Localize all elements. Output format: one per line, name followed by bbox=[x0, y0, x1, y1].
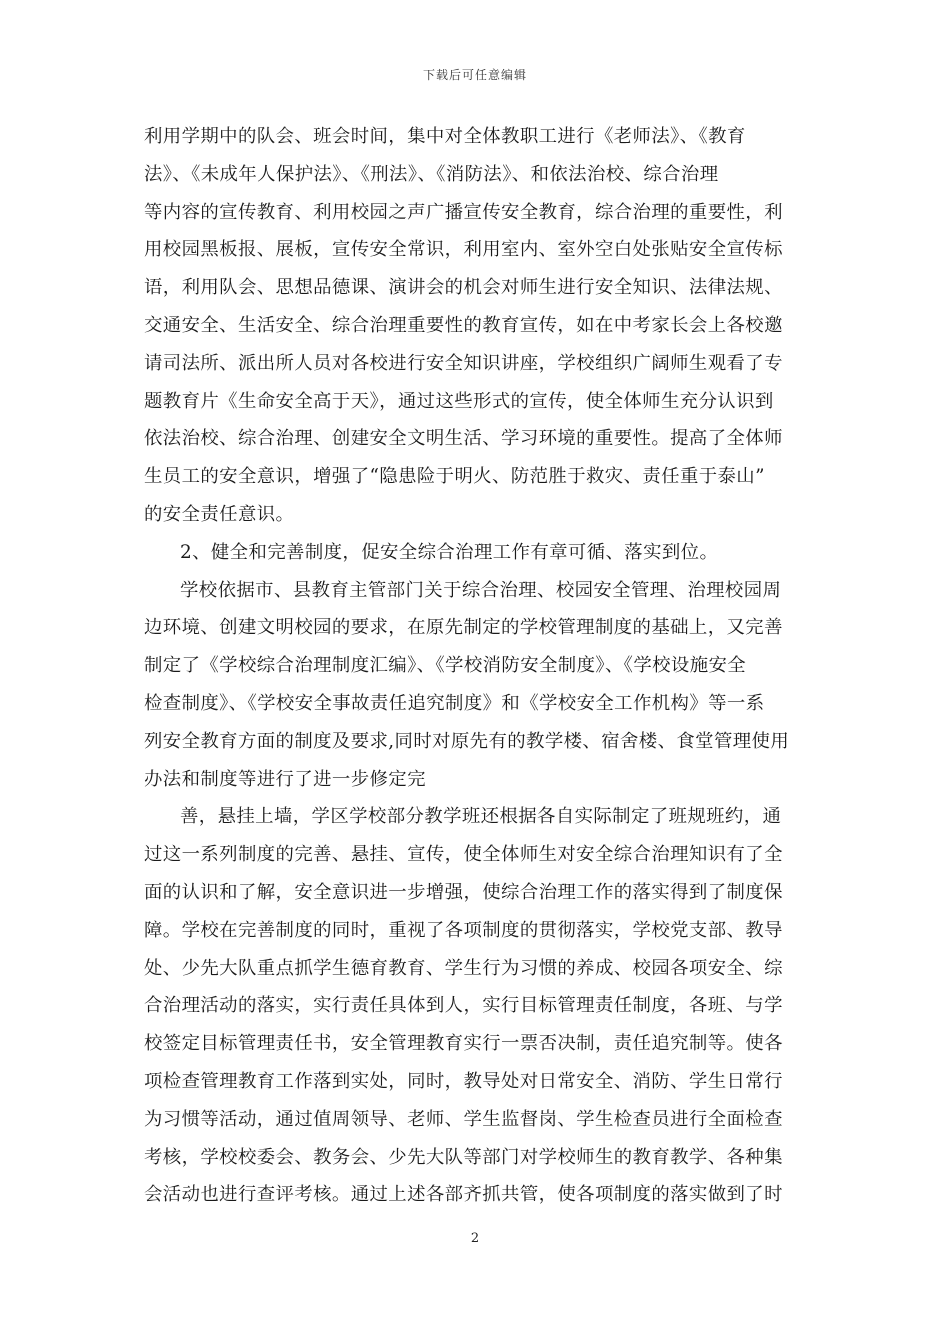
text-line: 过这一系列制度的完善、悬挂、宣传，使全体师生对安全综合治理知识有了全 bbox=[144, 844, 783, 866]
page-header: 下载后可任意编辑 bbox=[422, 68, 527, 82]
text-line: 依法治校、综合治理、创建安全文明生活、学习环境的重要性。提高了全体师 bbox=[144, 428, 783, 450]
text-line: 办法和制度等进行了进一步修定完 bbox=[144, 768, 426, 790]
text-line: 利用学期中的队会、班会时间，集中对全体教职工进行《老师法》、《教育 bbox=[144, 126, 746, 147]
text-line: 检查制度》、《学校安全事故责任追究制度》和《学校安全工作机构》等一系 bbox=[144, 692, 765, 714]
text-line: 用校园黑板报、展板，宣传安全常识，利用室内、室外空白处张贴安全宣传标 bbox=[144, 239, 783, 261]
text-line: 法》、《未成年人保护法》、《刑法》、《消防法》、和依法治校、综合治理 bbox=[144, 163, 719, 185]
text-line: 列安全教育方面的制度及要求,同时对原先有的教学楼、宿舍楼、食堂管理使用 bbox=[144, 730, 790, 752]
text-line: 学校依据市、县教育主管部门关于综合治理、校园安全管理、治理校园周 bbox=[180, 579, 782, 601]
text-line: 等内容的宣传教育、利用校园之声广播宣传安全教育，综合治理的重要性，利 bbox=[144, 201, 783, 223]
text-line: 考核，学校校委会、教务会、少先大队等部门对学校师生的教育教学、各种集 bbox=[144, 1146, 783, 1168]
text-line: 边环境、创建文明校园的要求，在原先制定的学校管理制度的基础上，又完善 bbox=[144, 617, 783, 639]
text-line: 语，利用队会、思想品德课、演讲会的机会对师生进行安全知识、法律法规、 bbox=[144, 277, 783, 299]
text-line: 合治理活动的落实，实行责任具体到人，实行目标管理责任制度，各班、与学 bbox=[144, 995, 783, 1017]
text-line: 制定了《学校综合治理制度汇编》、《学校消防安全制度》、《学校设施安全 bbox=[144, 655, 747, 677]
text-line: 障。学校在完善制度的同时，重视了各项制度的贯彻落实，学校党支部、教导 bbox=[144, 919, 783, 941]
text-line: 会活动也进行查评考核。通过上述各部齐抓共管，使各项制度的落实做到了时 bbox=[144, 1184, 783, 1206]
page-number: 2 bbox=[470, 1231, 480, 1246]
text-line: 2、健全和完善制度，促安全综合治理工作有章可循、落实到位。 bbox=[180, 541, 719, 563]
text-line: 善，悬挂上墙，学区学校部分教学班还根据各自实际制定了班规班约，通 bbox=[180, 806, 782, 828]
text-line: 的安全责任意识。 bbox=[144, 503, 295, 525]
text-line: 交通安全、生活安全、综合治理重要性的教育宣传，如在中考家长会上各校邀 bbox=[144, 314, 783, 336]
text-line: 项检查管理教育工作落到实处，同时，教导处对日常安全、消防、学生日常行 bbox=[144, 1070, 783, 1092]
text-line: 校签定目标管理责任书，安全管理教育实行一票否决制，责任追究制等。使各 bbox=[144, 1033, 783, 1055]
text-line: 生员工的安全意识，增强了“隐患险于明火、防范胜于救灾、责任重于泰山” bbox=[144, 466, 765, 488]
text-line: 为习惯等活动，通过值周领导、老师、学生监督岗、学生检查员进行全面检查 bbox=[144, 1108, 783, 1130]
text-line: 题教育片《生命安全高于天》，通过这些形式的宣传，使全体师生充分认识到 bbox=[144, 390, 774, 412]
text-line: 请司法所、派出所人员对各校进行安全知识讲座，学校组织广阔师生观看了专 bbox=[144, 352, 783, 374]
text-line: 面的认识和了解，安全意识进一步增强，使综合治理工作的落实得到了制度保 bbox=[144, 881, 783, 903]
text-line: 处、少先大队重点抓学生德育教育、学生行为习惯的养成、校园各项安全、综 bbox=[144, 957, 783, 979]
document-body bbox=[144, 118, 809, 1214]
